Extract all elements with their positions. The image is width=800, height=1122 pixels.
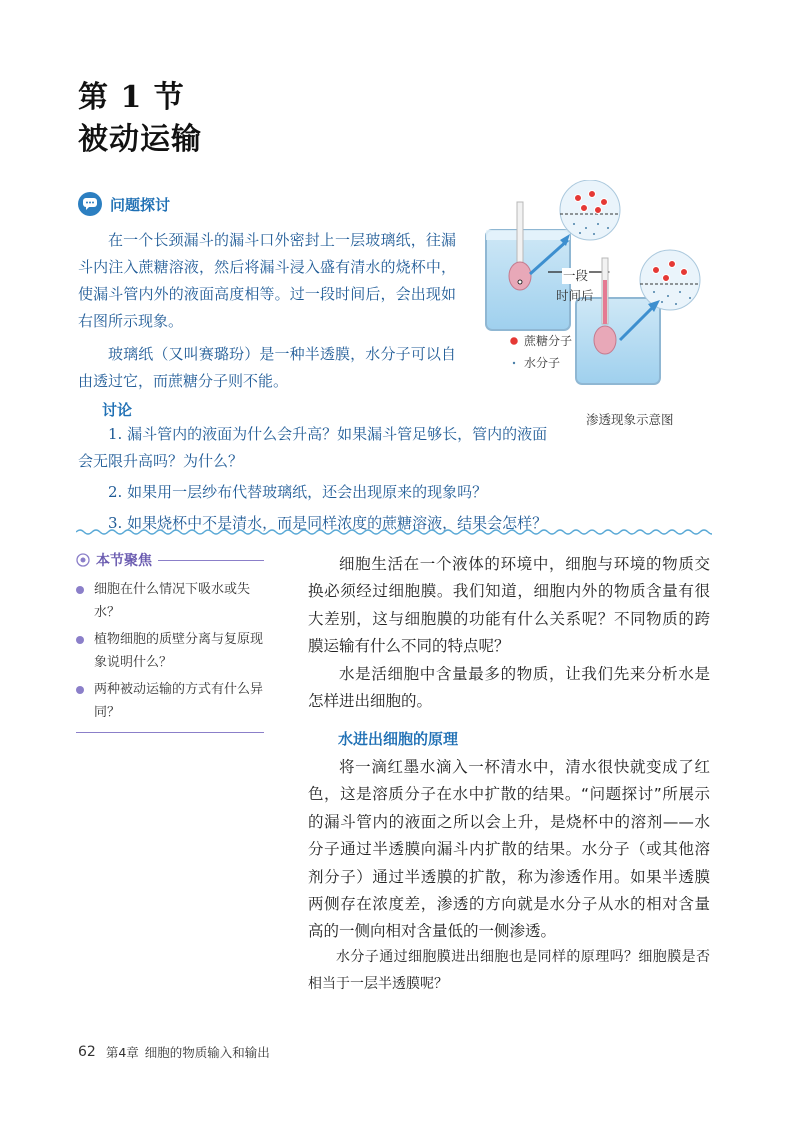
chapter-title: 细胞的物质输入和输出 — [144, 1045, 270, 1060]
page-number: 62 — [78, 1044, 96, 1060]
arrow-label — [562, 268, 589, 284]
focus-label: 本节聚焦 — [96, 553, 152, 569]
section-title: 被动运输 — [78, 122, 202, 157]
body-paragraph: 水是活细胞中含量最多的物质，让我们先来分析水是怎样进出细胞的。 — [308, 664, 710, 711]
discussion-questions — [78, 421, 558, 537]
arrow-label — [556, 288, 594, 304]
subheading: 水进出细胞的原理 — [338, 730, 459, 748]
focus-item-text: 细胞在什么情况下吸水或失水？ — [94, 582, 251, 620]
legend-sugar-label: 蔗糖分子 — [524, 334, 573, 348]
legend-water-label: 水分子 — [524, 356, 561, 370]
focus-heading — [76, 550, 264, 570]
arrow-label-line: 一段 — [563, 268, 589, 283]
chapter-number: 第4章 — [105, 1045, 139, 1060]
focus-item — [76, 678, 264, 724]
explore-paragraph: 玻璃纸（又叫赛璐玢）是一种半透膜，水分子可以自由透过它，而蔗糖分子则不能。 — [78, 345, 456, 390]
body-paragraph: 将一滴红墨水滴入一杯清水中，清水很快就变成了红色，这是溶质分子在水中扩散的结果。“问题探讨”所展示的漏斗管内的液面之所以会上升，是烧杯中的溶剂——水分子通过半透膜向漏斗内扩散的结果。水分子（或其他溶剂分子）通过半透膜的扩散，称为渗透作用。如果半透膜两侧存在浓度差，渗透的方向就是水分子从水的相对含量高的一侧向相对含量低的一侧渗透。 — [308, 758, 710, 941]
discussion-label: 讨论 — [102, 401, 133, 419]
body-paragraph: 细胞生活在一个液体的环境中，细胞与环境的物质交换必须经过细胞膜。我们知道，细胞内外的物质含量有很大差别，这与细胞膜的功能有什么关系呢？不同物质的跨膜运输有什么不同的特点呢？ — [308, 555, 710, 656]
bullet-icon — [76, 586, 84, 594]
focus-item-text: 植物细胞的质壁分离与复原现象说明什么？ — [94, 632, 264, 670]
beaker-before — [486, 202, 570, 330]
focus-item-text: 两种被动运输的方式有什么异同？ — [94, 682, 264, 720]
magnified-view-before — [560, 180, 620, 240]
discussion-question: 1. 漏斗管内的液面为什么会升高？如果漏斗管足够长，管内的液面会无限升高吗？为什么？ — [78, 425, 548, 470]
page-footer — [78, 1043, 270, 1061]
section-number: 第 1 节 — [78, 80, 185, 115]
focus-item — [76, 628, 264, 674]
sugar-molecule-icon — [508, 335, 520, 347]
discussion-question: 2. 如果用一层纱布代替玻璃纸，还会出现原来的现象吗？ — [108, 483, 488, 501]
focus-box — [76, 550, 264, 733]
chat-bubble-icon — [78, 192, 102, 216]
figure-caption: 渗透现象示意图 — [586, 412, 674, 427]
target-icon — [76, 553, 90, 567]
bullet-icon — [76, 636, 84, 644]
discussion-question: 3. 如果烧杯中不是清水，而是同样浓度的蔗糖溶液，结果会怎样？ — [108, 514, 548, 532]
intro-text — [308, 551, 710, 715]
magnified-view-after — [640, 250, 700, 310]
focus-rule — [158, 560, 264, 561]
question-note-text: 水分子通过细胞膜进出细胞也是同样的原理吗？细胞膜是否相当于一层半透膜呢？ — [308, 949, 710, 992]
explore-text — [78, 227, 456, 395]
explore-paragraph: 在一个长颈漏斗的漏斗口外密封上一层玻璃纸，往漏斗内注入蔗糖溶液，然后将漏斗浸入盛有清水的烧杯中，使漏斗管内外的液面高度相等。过一段时间后，会出现如右图所示现象。 — [78, 231, 456, 330]
arrow-label-line: 时间后 — [556, 288, 594, 303]
principle-text — [308, 754, 710, 946]
water-molecule-icon — [508, 357, 520, 369]
focus-bottom-rule — [76, 732, 264, 733]
focus-list — [76, 578, 264, 724]
focus-item — [76, 578, 264, 624]
legend-water — [508, 354, 560, 371]
question-note — [308, 944, 710, 998]
legend-sugar — [508, 332, 572, 349]
explore-heading — [78, 192, 170, 216]
bullet-icon — [76, 686, 84, 694]
wave-divider — [76, 528, 712, 536]
explore-label: 问题探讨 — [110, 195, 171, 214]
